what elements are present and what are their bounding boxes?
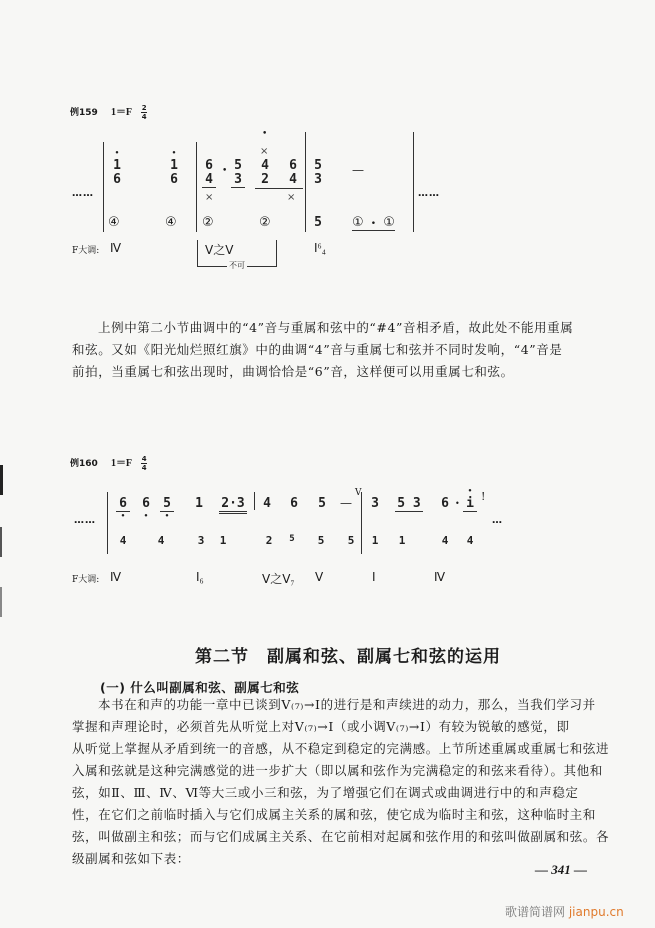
watermark-en: jianpu.cn: [568, 905, 624, 919]
note: 1: [195, 496, 203, 511]
augmentation-dot: •: [222, 166, 228, 176]
note: 5: [234, 158, 242, 173]
bass-note: 4: [466, 534, 474, 547]
note: 5: [314, 158, 322, 173]
key-label: F大调:: [72, 575, 100, 585]
note: 3: [371, 496, 379, 511]
note: 4: [202, 172, 216, 188]
augmentation-dot: •: [455, 499, 460, 508]
chord-symbol: Ⅴ之Ⅴ: [205, 243, 234, 257]
bass-note: 4: [119, 534, 127, 547]
barline: [254, 492, 255, 510]
example-number: 例159: [70, 108, 98, 118]
bass-note: ④: [108, 215, 120, 230]
text-line: 掌握和声理论时，必须首先从听觉上对Ⅴ₍₇₎→Ⅰ（或小调Ⅴ₍₇₎→Ⅰ）有较为锐敏的感觉，即: [72, 719, 570, 734]
x-mark: ×: [287, 192, 296, 203]
note: 6: [441, 496, 449, 511]
chord-symbol: Ⅰ⁶₄: [314, 241, 326, 255]
note: • i: [463, 496, 477, 512]
note: 4: [289, 172, 297, 187]
text-line: 和弦。又如《阳光灿烂照红旗》中的曲调“4”音与重属七和弦并不同时发响，“4”音是: [72, 342, 563, 357]
bass-note: 4: [157, 534, 165, 547]
example-160-analysis: [0, 568, 655, 588]
augmentation-dot: •: [370, 219, 377, 229]
dot-mark: •: [262, 129, 268, 139]
example-159-score: [0, 120, 655, 230]
sustain-dash: —: [352, 163, 364, 177]
breath-mark: V: [355, 488, 362, 498]
chord-symbol: Ⅰ₆: [196, 570, 204, 584]
text-line: 级副属和弦如下表：: [72, 851, 190, 866]
continuation-dots: ……: [74, 515, 96, 526]
note: 3: [314, 172, 322, 187]
key-label: F大调:: [72, 246, 100, 256]
sustain-dash: —: [340, 496, 352, 510]
chord-symbol: Ⅳ: [110, 570, 122, 584]
note: 2·3: [219, 496, 247, 514]
barline: [413, 132, 414, 232]
note: 5 3: [395, 496, 423, 512]
time-sig-top: 2: [141, 104, 147, 112]
note: 5 •: [160, 496, 174, 512]
bass-note: 5: [289, 534, 295, 544]
text-line: 本书在和声的功能一章中已谈到Ⅴ₍₇₎→Ⅰ的进行是和声续进的动力，那么，当我们学习并: [98, 697, 596, 712]
bass-note: 4: [441, 534, 449, 547]
chord-symbol: Ⅳ: [110, 241, 122, 255]
note: • 1: [110, 158, 124, 173]
binding-mark: [0, 587, 2, 617]
text-line: 从听觉上掌握从矛盾到统一的音感，从不稳定到稳定的完满感。上节所述重属或重属七和弦进: [72, 741, 610, 756]
time-sig-bottom: 4: [141, 464, 147, 472]
barline: [305, 132, 306, 232]
barline: [361, 492, 362, 554]
note: • 1: [167, 158, 181, 173]
text-line: 弦，如Ⅱ、Ⅲ、Ⅳ、Ⅵ等大三或小三和弦，为了增强它们在调式或曲调进行中的和声稳定: [72, 785, 579, 800]
note: 6 •: [139, 496, 153, 511]
x-mark: ×: [260, 146, 269, 157]
bass-note: 5: [314, 215, 322, 230]
note: 6: [290, 496, 298, 511]
page-number: — 341 —: [535, 862, 587, 877]
bass-note: ①: [383, 215, 395, 230]
subsection-heading: (一) 什么叫副属和弦、副属七和弦: [100, 680, 300, 695]
time-signature: [141, 104, 147, 121]
barline: [103, 142, 104, 232]
bracket-note: 不可: [229, 261, 245, 270]
watermark: [505, 903, 624, 920]
bass-note: 5: [317, 534, 325, 547]
note: 6: [205, 158, 213, 173]
chord-symbol: Ⅴ之Ⅴ₇: [262, 572, 295, 586]
time-signature: [141, 455, 147, 472]
note: 6 •: [116, 496, 130, 512]
key-signature: 1＝F: [110, 107, 133, 118]
beam-line: [255, 188, 303, 189]
barline: [107, 492, 108, 554]
chord-symbol: Ⅴ: [315, 570, 324, 584]
bass-note: 2: [265, 534, 273, 547]
bass-note: 1: [219, 534, 227, 547]
bass-note: ②: [259, 215, 271, 230]
bar-mark: !: [481, 490, 486, 503]
section-body: [72, 694, 637, 870]
example-159-label: [70, 103, 147, 121]
bass-note: ④: [165, 215, 177, 230]
note: 4: [261, 158, 269, 173]
x-mark: ×: [205, 192, 214, 203]
bass-note: 3: [197, 534, 205, 547]
section-heading: 第二节 副属和弦、副属七和弦的运用: [195, 647, 501, 667]
text-line: 入属和弦就是这种完满感觉的进一步扩大（即以属和弦作为完满稳定的和弦来看待）。其他和: [72, 763, 603, 778]
example-number: 例160: [70, 459, 98, 469]
text-line: 上例中第二小节曲调中的“4”音与重属和弦中的“#4”音相矛盾，故此处不能用重属: [98, 320, 574, 335]
example-160-label: [70, 454, 147, 472]
barline: [196, 142, 197, 232]
watermark-cn: 歌谱简谱网: [505, 905, 566, 919]
continuation-dots: ……: [418, 188, 440, 199]
note: 6: [170, 172, 178, 187]
time-sig-bottom: 4: [141, 113, 147, 121]
note: 2: [261, 172, 269, 187]
continuation-dots: ……: [72, 188, 94, 199]
note: 6: [113, 172, 121, 187]
bass-note: 1: [371, 534, 379, 547]
bass-note: ②: [202, 215, 214, 230]
chord-symbol: Ⅰ: [372, 570, 376, 584]
time-sig-top: 4: [141, 455, 147, 463]
note: 3: [231, 172, 245, 188]
key-signature: 1＝F: [110, 458, 133, 469]
bass-dotted-group: [352, 215, 395, 231]
example-160-score: [0, 490, 655, 560]
paragraph-1: [72, 317, 632, 383]
note: 4: [263, 496, 271, 511]
bass-note: ①: [352, 215, 364, 230]
text-line: 前拍，当重属七和弦出现时，曲调恰恰是“6”音，这样便可以用重属七和弦。: [72, 364, 514, 379]
text-line: 性，在它们之前临时插入与它们成属主关系的属和弦，使它成为临时主和弦，这种临时主和: [72, 807, 597, 822]
bass-note: 5: [347, 534, 355, 547]
bass-note: 1: [398, 534, 406, 547]
note: 6: [289, 158, 297, 173]
note: 5: [318, 496, 326, 511]
text-line: 弦，叫做副主和弦；而与它们成属主关系、在它前相对起属和弦作用的和弦叫做副属和弦。各: [72, 829, 610, 844]
continuation-dots: …: [492, 515, 503, 526]
chord-symbol: Ⅳ: [434, 570, 446, 584]
example-159-analysis: [0, 238, 655, 278]
